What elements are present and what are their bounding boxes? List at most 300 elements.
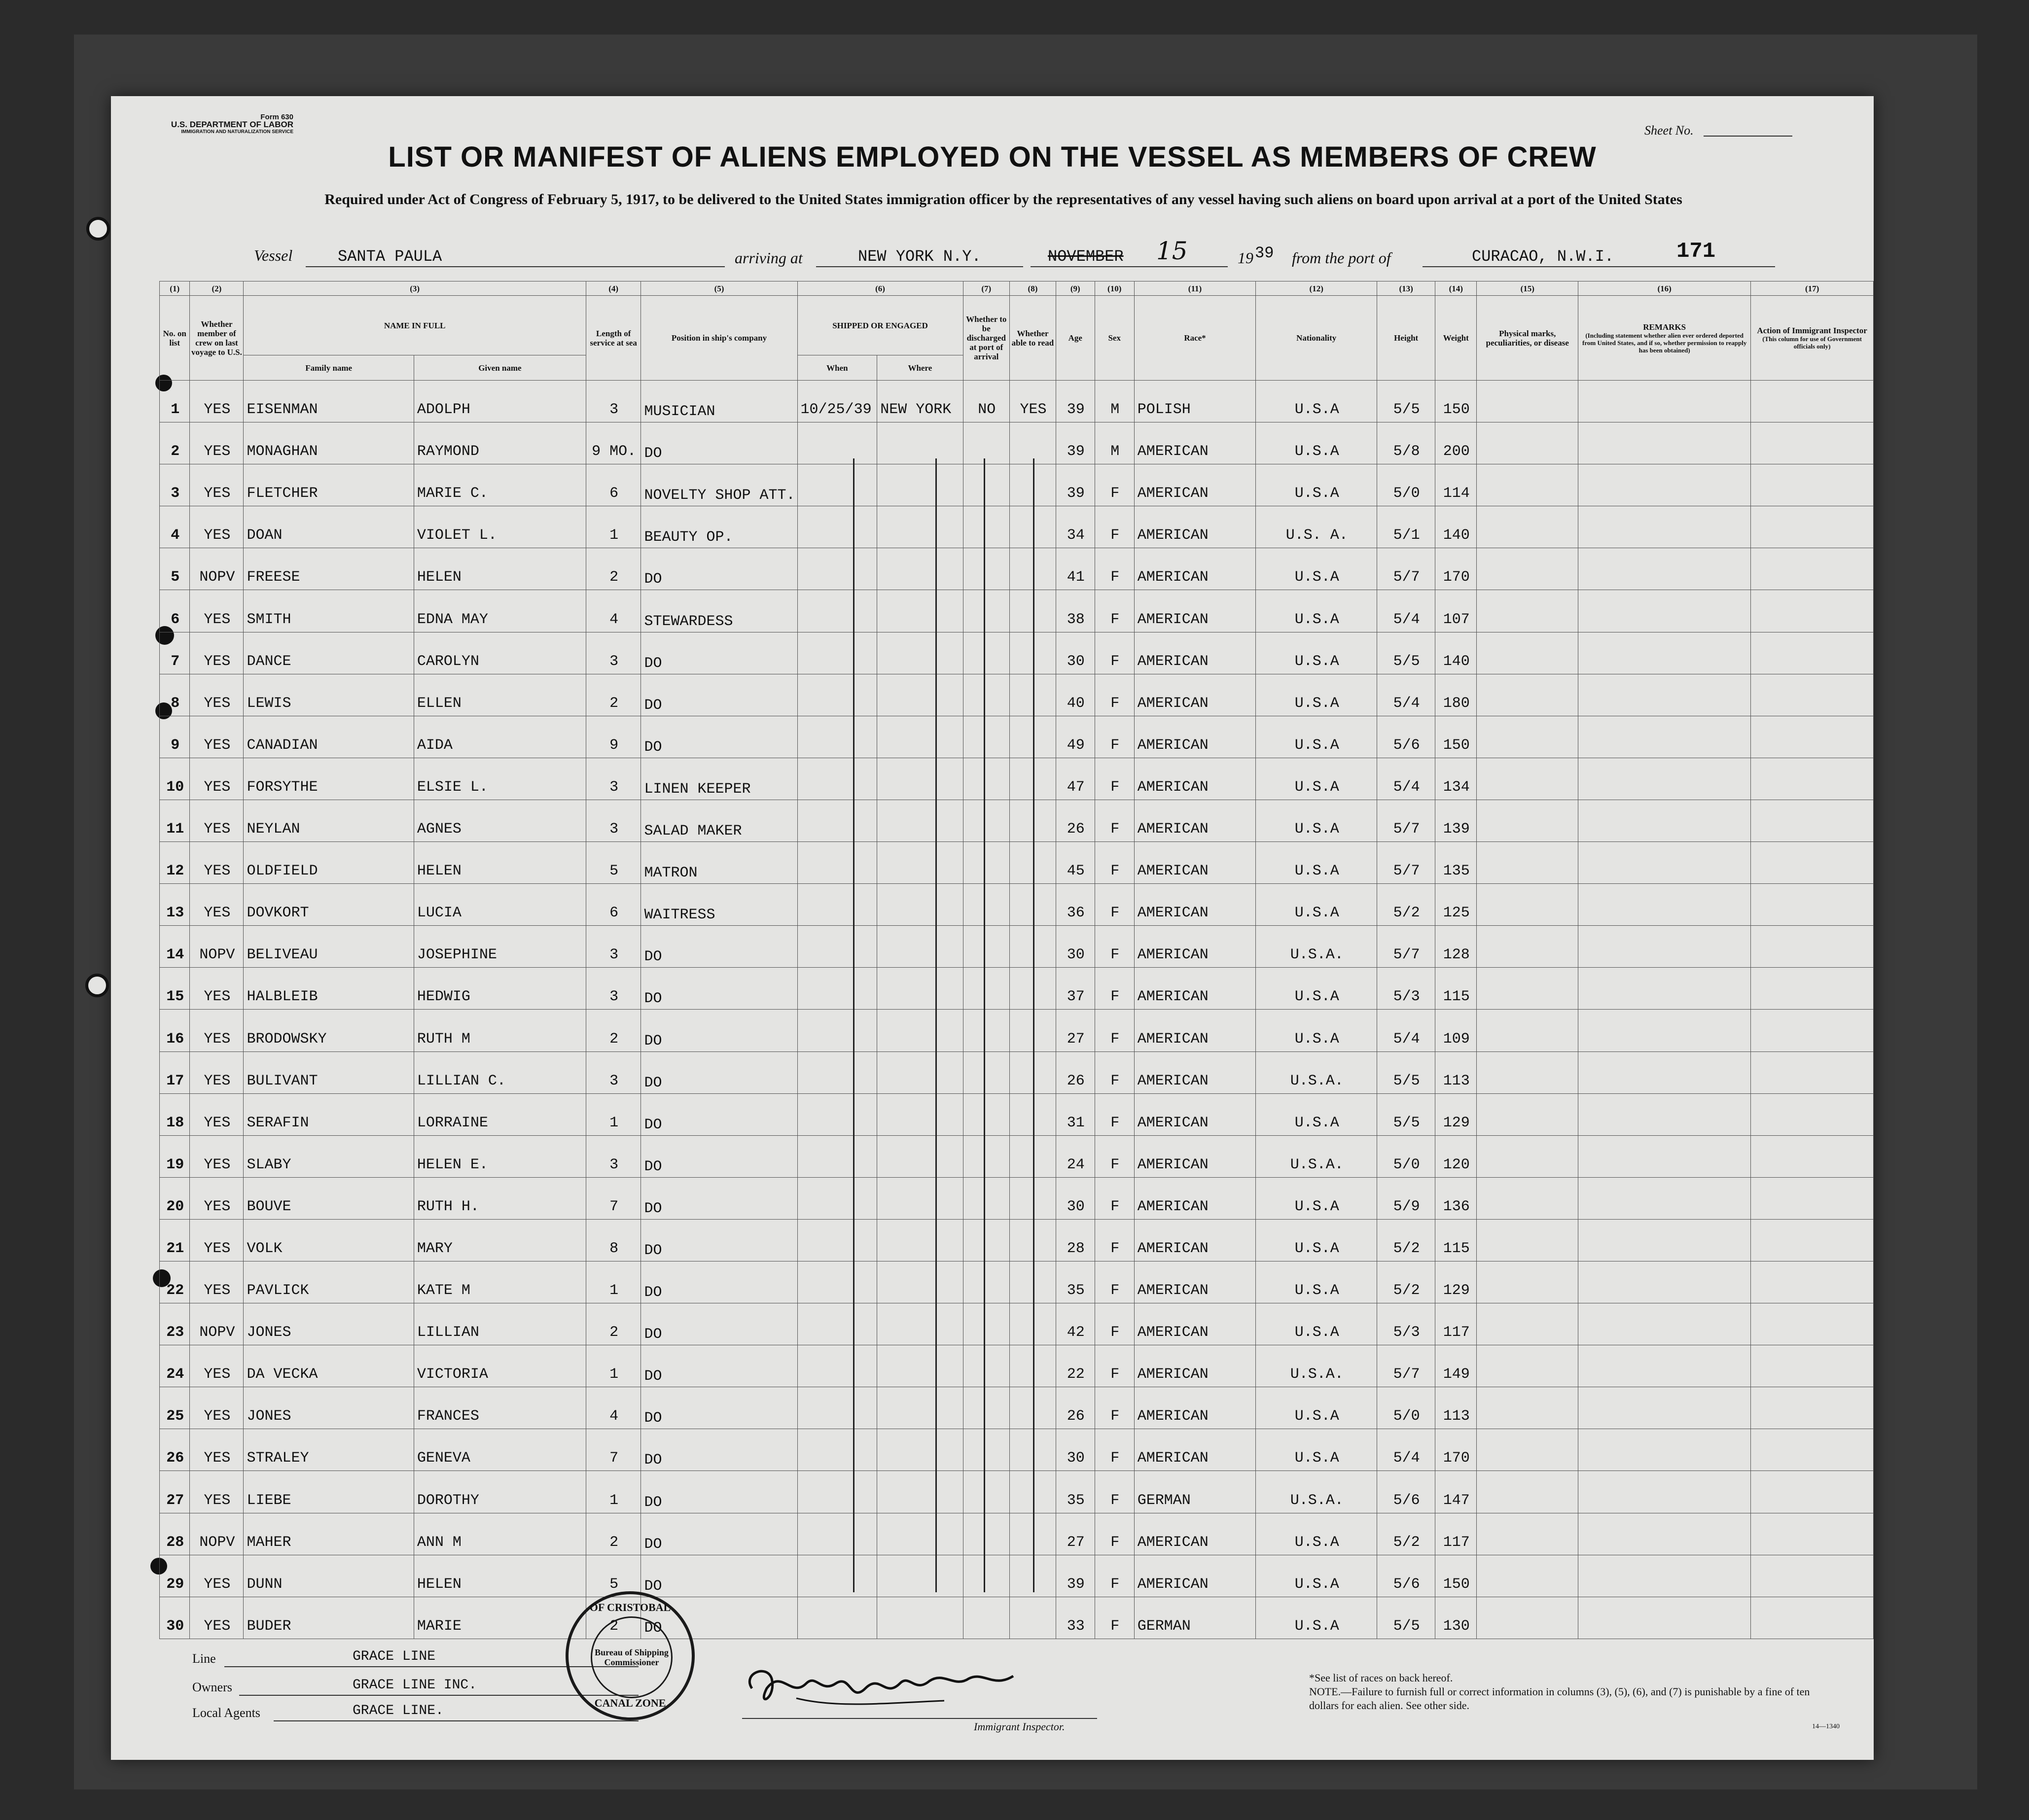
given-name: AGNES	[414, 800, 586, 841]
line-value: GRACE LINE	[353, 1649, 436, 1664]
crew-last-voyage: YES	[190, 1387, 244, 1429]
race: AMERICAN	[1134, 1303, 1256, 1345]
given-name: VIOLET L.	[414, 506, 586, 548]
col-num: (10)	[1095, 281, 1134, 296]
remarks	[1578, 548, 1751, 590]
weight: 147	[1435, 1471, 1477, 1513]
shipped-when	[797, 716, 877, 758]
shipped-where	[877, 590, 963, 632]
ship-position: DO	[641, 1471, 797, 1513]
to-be-discharged	[963, 632, 1009, 674]
age: 31	[1056, 1093, 1095, 1135]
crew-row	[160, 1135, 1874, 1177]
height: 5/0	[1377, 464, 1435, 506]
sex: F	[1095, 1051, 1134, 1093]
given-name: DOROTHY	[414, 1471, 586, 1513]
crew-row	[160, 422, 1874, 464]
to-be-discharged	[963, 1345, 1009, 1387]
row-number: 15	[160, 968, 190, 1010]
row-number: 12	[160, 842, 190, 884]
height: 5/4	[1377, 590, 1435, 632]
length-of-service: 2	[586, 1597, 641, 1639]
nationality: U.S.A	[1256, 674, 1377, 716]
given-name: MARY	[414, 1219, 586, 1261]
given-name: MARIE	[414, 1597, 586, 1639]
crew-row	[160, 758, 1874, 800]
row-number: 29	[160, 1555, 190, 1597]
shipped-where	[877, 548, 963, 590]
header-given-name: Given name	[414, 355, 586, 381]
physical-marks	[1477, 1177, 1578, 1219]
inspector-action	[1751, 674, 1874, 716]
family-name: HALBLEIB	[244, 968, 414, 1010]
ship-position: DO	[641, 1429, 797, 1471]
year-prefix: 19	[1238, 249, 1253, 267]
race: AMERICAN	[1134, 464, 1256, 506]
sex: F	[1095, 464, 1134, 506]
length-of-service: 3	[586, 926, 641, 968]
inspector-underline	[742, 1718, 1097, 1719]
crew-last-voyage: YES	[190, 464, 244, 506]
to-be-discharged	[963, 1010, 1009, 1051]
race: AMERICAN	[1134, 1177, 1256, 1219]
inspector-action	[1751, 1261, 1874, 1303]
shipped-where	[877, 1177, 963, 1219]
physical-marks	[1477, 674, 1578, 716]
ship-position: MUSICIAN	[641, 381, 797, 422]
age: 30	[1056, 632, 1095, 674]
ship-position: DO	[641, 1513, 797, 1555]
remarks	[1578, 422, 1751, 464]
ship-position: WAITRESS	[641, 884, 797, 926]
race: GERMAN	[1134, 1471, 1256, 1513]
height: 5/4	[1377, 674, 1435, 716]
length-of-service: 2	[586, 1303, 641, 1345]
age: 35	[1056, 1471, 1095, 1513]
race: AMERICAN	[1134, 1555, 1256, 1597]
col-num: (5)	[641, 281, 797, 296]
col-num: (2)	[190, 281, 244, 296]
family-name: FORSYTHE	[244, 758, 414, 800]
remarks	[1578, 1177, 1751, 1219]
row-number: 10	[160, 758, 190, 800]
shipped-where	[877, 674, 963, 716]
header-where: Where	[877, 355, 963, 381]
row-number: 9	[160, 716, 190, 758]
service-name: IMMIGRATION AND NATURALIZATION SERVICE	[181, 129, 293, 135]
crew-last-voyage: YES	[190, 1093, 244, 1135]
height: 5/9	[1377, 1177, 1435, 1219]
shipped-when	[797, 1219, 877, 1261]
nationality: U.S.A.	[1256, 1345, 1377, 1387]
to-be-discharged	[963, 1093, 1009, 1135]
crew-row	[160, 1471, 1874, 1513]
row-number: 23	[160, 1303, 190, 1345]
inspector-action	[1751, 506, 1874, 548]
height: 5/7	[1377, 548, 1435, 590]
given-name: ELLEN	[414, 674, 586, 716]
weight: 120	[1435, 1135, 1477, 1177]
shipped-where	[877, 1597, 963, 1639]
given-name: HELEN	[414, 1555, 586, 1597]
crew-row	[160, 1345, 1874, 1387]
weight: 150	[1435, 381, 1477, 422]
to-be-discharged	[963, 1387, 1009, 1429]
ship-position: DO	[641, 1261, 797, 1303]
ship-position: DO	[641, 1555, 797, 1597]
height: 5/5	[1377, 632, 1435, 674]
inspector-action	[1751, 1471, 1874, 1513]
height: 5/1	[1377, 506, 1435, 548]
from-port-underline	[1423, 266, 1775, 267]
age: 36	[1056, 884, 1095, 926]
age: 39	[1056, 1555, 1095, 1597]
length-of-service: 6	[586, 464, 641, 506]
remarks	[1578, 842, 1751, 884]
shipped-when	[797, 590, 877, 632]
weight: 200	[1435, 422, 1477, 464]
race: AMERICAN	[1134, 1345, 1256, 1387]
age: 34	[1056, 506, 1095, 548]
sheet-label: Sheet No.	[1644, 123, 1694, 138]
physical-marks	[1477, 1555, 1578, 1597]
remarks-title: REMARKS	[1643, 322, 1686, 332]
crew-last-voyage: YES	[190, 632, 244, 674]
inspector-action	[1751, 968, 1874, 1010]
given-name: AIDA	[414, 716, 586, 758]
race: AMERICAN	[1134, 1513, 1256, 1555]
shipped-where	[877, 1513, 963, 1555]
height: 5/6	[1377, 1555, 1435, 1597]
crew-row	[160, 1051, 1874, 1093]
to-be-discharged	[963, 758, 1009, 800]
shipped-when	[797, 842, 877, 884]
inspector-action	[1751, 1093, 1874, 1135]
family-name: LIEBE	[244, 1471, 414, 1513]
crew-last-voyage: YES	[190, 1219, 244, 1261]
crew-row	[160, 1597, 1874, 1639]
race: AMERICAN	[1134, 758, 1256, 800]
row-number: 27	[160, 1471, 190, 1513]
crew-row	[160, 968, 1874, 1010]
remarks	[1578, 1093, 1751, 1135]
row-number: 8	[160, 674, 190, 716]
family-name: SERAFIN	[244, 1093, 414, 1135]
remarks	[1578, 758, 1751, 800]
col-num: (14)	[1435, 281, 1477, 296]
crew-rows	[160, 381, 1874, 1639]
ship-position: NOVELTY SHOP ATT.	[641, 464, 797, 506]
length-of-service: 2	[586, 674, 641, 716]
physical-marks	[1477, 1471, 1578, 1513]
header-discharged: Whether to be discharged at port of arrival	[963, 296, 1009, 381]
stamp-inner-text: Bureau of Shipping Commissioner	[591, 1616, 673, 1698]
crew-last-voyage: YES	[190, 884, 244, 926]
inspector-action	[1751, 1303, 1874, 1345]
sex: F	[1095, 800, 1134, 841]
col-num: (16)	[1578, 281, 1751, 296]
header-length-service: Length of service at sea	[586, 296, 641, 381]
age: 30	[1056, 1177, 1095, 1219]
crew-last-voyage: YES	[190, 1051, 244, 1093]
shipped-when	[797, 1303, 877, 1345]
weight: 150	[1435, 1555, 1477, 1597]
ship-position: DO	[641, 716, 797, 758]
crew-row	[160, 1010, 1874, 1051]
shipped-where	[877, 926, 963, 968]
crew-last-voyage: YES	[190, 674, 244, 716]
inspector-action	[1751, 548, 1874, 590]
physical-marks	[1477, 1135, 1578, 1177]
family-name: DUNN	[244, 1555, 414, 1597]
family-name: STRALEY	[244, 1429, 414, 1471]
shipped-where	[877, 1093, 963, 1135]
length-of-service: 4	[586, 590, 641, 632]
sex: F	[1095, 1429, 1134, 1471]
age: 40	[1056, 674, 1095, 716]
age: 49	[1056, 716, 1095, 758]
col-num: (8)	[1010, 281, 1056, 296]
length-of-service: 5	[586, 842, 641, 884]
shipped-when	[797, 968, 877, 1010]
row-number: 17	[160, 1051, 190, 1093]
nationality: U.S. A.	[1256, 506, 1377, 548]
shipped-where	[877, 800, 963, 841]
sex: F	[1095, 842, 1134, 884]
age: 39	[1056, 381, 1095, 422]
sex: F	[1095, 1303, 1134, 1345]
row-number: 3	[160, 464, 190, 506]
physical-marks	[1477, 1219, 1578, 1261]
family-name: SLABY	[244, 1135, 414, 1177]
remarks	[1578, 1513, 1751, 1555]
header-weight: Weight	[1435, 296, 1477, 381]
shipped-when	[797, 1135, 877, 1177]
given-name: RUTH M	[414, 1010, 586, 1051]
row-number: 20	[160, 1177, 190, 1219]
row-number: 16	[160, 1010, 190, 1051]
length-of-service: 6	[586, 884, 641, 926]
crew-last-voyage: YES	[190, 1345, 244, 1387]
header-physical-marks: Physical marks, peculiarities, or disease	[1477, 296, 1578, 381]
weight: 113	[1435, 1051, 1477, 1093]
ship-position: DO	[641, 422, 797, 464]
shipped-where	[877, 1303, 963, 1345]
crew-last-voyage: YES	[190, 800, 244, 841]
crew-row	[160, 1513, 1874, 1555]
shipped-when: 10/25/39	[797, 381, 877, 422]
age: 22	[1056, 1345, 1095, 1387]
remarks	[1578, 1597, 1751, 1639]
family-name: BRODOWSKY	[244, 1010, 414, 1051]
crew-last-voyage: YES	[190, 506, 244, 548]
to-be-discharged	[963, 926, 1009, 968]
remarks	[1578, 506, 1751, 548]
physical-marks	[1477, 884, 1578, 926]
shipped-when	[797, 1555, 877, 1597]
sex: F	[1095, 1471, 1134, 1513]
weight: 115	[1435, 1219, 1477, 1261]
vessel-underline	[306, 266, 725, 267]
remarks	[1578, 1051, 1751, 1093]
height: 5/5	[1377, 1093, 1435, 1135]
row-number: 13	[160, 884, 190, 926]
weight: 115	[1435, 968, 1477, 1010]
age: 37	[1056, 968, 1095, 1010]
row-number: 18	[160, 1093, 190, 1135]
sex: F	[1095, 1177, 1134, 1219]
crew-last-voyage: YES	[190, 842, 244, 884]
able-to-read: YES	[1010, 381, 1056, 422]
crew-row	[160, 464, 1874, 506]
height: 5/7	[1377, 926, 1435, 968]
remarks	[1578, 590, 1751, 632]
crew-last-voyage: YES	[190, 1177, 244, 1219]
line-label: Line	[192, 1651, 216, 1666]
family-name: DA VECKA	[244, 1345, 414, 1387]
physical-marks	[1477, 632, 1578, 674]
to-be-discharged	[963, 590, 1009, 632]
row-number: 2	[160, 422, 190, 464]
height: 5/7	[1377, 1345, 1435, 1387]
shipped-when	[797, 1429, 877, 1471]
crew-row	[160, 884, 1874, 926]
header-sex: Sex	[1095, 296, 1134, 381]
physical-marks	[1477, 758, 1578, 800]
family-name: FREESE	[244, 548, 414, 590]
header-nationality: Nationality	[1256, 296, 1377, 381]
family-name: SMITH	[244, 590, 414, 632]
row-number: 1	[160, 381, 190, 422]
given-name: FRANCES	[414, 1387, 586, 1429]
height: 5/5	[1377, 1597, 1435, 1639]
owners-label: Owners	[192, 1680, 232, 1694]
nationality: U.S.A.	[1256, 926, 1377, 968]
length-of-service: 5	[586, 1555, 641, 1597]
to-be-discharged	[963, 506, 1009, 548]
remarks	[1578, 1387, 1751, 1429]
nationality: U.S.A	[1256, 1177, 1377, 1219]
shipped-when	[797, 884, 877, 926]
nationality: U.S.A.	[1256, 1135, 1377, 1177]
race: AMERICAN	[1134, 1051, 1256, 1093]
ship-position: DO	[641, 548, 797, 590]
remarks	[1578, 381, 1751, 422]
crew-last-voyage: YES	[190, 1135, 244, 1177]
agents-label: Local Agents	[192, 1706, 260, 1720]
race: AMERICAN	[1134, 632, 1256, 674]
ship-position: DO	[641, 1093, 797, 1135]
ship-position: DO	[641, 1135, 797, 1177]
inspector-action	[1751, 1010, 1874, 1051]
remarks	[1578, 716, 1751, 758]
col-num: (6)	[797, 281, 963, 296]
year-suffix: 39	[1255, 244, 1274, 262]
to-be-discharged	[963, 422, 1009, 464]
remarks	[1578, 1471, 1751, 1513]
ship-position: DO	[641, 1597, 797, 1639]
crew-row	[160, 590, 1874, 632]
shipped-when	[797, 1177, 877, 1219]
col-num: (17)	[1751, 281, 1874, 296]
row-number: 11	[160, 800, 190, 841]
sex: F	[1095, 1513, 1134, 1555]
height: 5/4	[1377, 1010, 1435, 1051]
nationality: U.S.A	[1256, 884, 1377, 926]
crew-last-voyage: YES	[190, 1471, 244, 1513]
ditto-line	[984, 458, 985, 1592]
inspector-action	[1751, 590, 1874, 632]
family-name: BELIVEAU	[244, 926, 414, 968]
remarks	[1578, 632, 1751, 674]
nationality: U.S.A	[1256, 1010, 1377, 1051]
height: 5/4	[1377, 758, 1435, 800]
age: 28	[1056, 1219, 1095, 1261]
nationality: U.S.A	[1256, 716, 1377, 758]
weight: 125	[1435, 884, 1477, 926]
sex: F	[1095, 884, 1134, 926]
sex: F	[1095, 590, 1134, 632]
physical-marks	[1477, 381, 1578, 422]
length-of-service: 1	[586, 506, 641, 548]
nationality: U.S.A	[1256, 381, 1377, 422]
shipped-where	[877, 1010, 963, 1051]
remarks	[1578, 1345, 1751, 1387]
physical-marks	[1477, 1010, 1578, 1051]
inspector-action	[1751, 1555, 1874, 1597]
length-of-service: 3	[586, 1051, 641, 1093]
remarks	[1578, 1219, 1751, 1261]
crew-row	[160, 506, 1874, 548]
arrival-month: NOVEMBER	[1048, 247, 1124, 266]
given-name: ANN M	[414, 1513, 586, 1555]
inspector-action	[1751, 1345, 1874, 1387]
row-number: 6	[160, 590, 190, 632]
inspector-signature	[737, 1654, 1092, 1718]
length-of-service: 1	[586, 1093, 641, 1135]
header-action-inspector	[1751, 296, 1874, 381]
weight: 139	[1435, 800, 1477, 841]
crew-row	[160, 548, 1874, 590]
weight: 114	[1435, 464, 1477, 506]
physical-marks	[1477, 716, 1578, 758]
shipped-when	[797, 632, 877, 674]
shipped-when	[797, 674, 877, 716]
remarks	[1578, 1261, 1751, 1303]
given-name: CAROLYN	[414, 632, 586, 674]
height: 5/0	[1377, 1135, 1435, 1177]
race: AMERICAN	[1134, 926, 1256, 968]
ditto-line	[1033, 458, 1034, 1592]
length-of-service: 1	[586, 1471, 641, 1513]
shipped-where	[877, 1345, 963, 1387]
length-of-service: 7	[586, 1429, 641, 1471]
ship-position: DO	[641, 1051, 797, 1093]
crew-last-voyage: YES	[190, 1010, 244, 1051]
family-name: DOVKORT	[244, 884, 414, 926]
form-number: Form 630	[260, 113, 293, 121]
family-name: VOLK	[244, 1219, 414, 1261]
family-name: EISENMAN	[244, 381, 414, 422]
length-of-service: 3	[586, 632, 641, 674]
col-num: (12)	[1256, 281, 1377, 296]
to-be-discharged	[963, 842, 1009, 884]
given-name: HELEN E.	[414, 1135, 586, 1177]
race: AMERICAN	[1134, 548, 1256, 590]
nationality: U.S.A.	[1256, 1051, 1377, 1093]
remarks	[1578, 1555, 1751, 1597]
age: 27	[1056, 1513, 1095, 1555]
